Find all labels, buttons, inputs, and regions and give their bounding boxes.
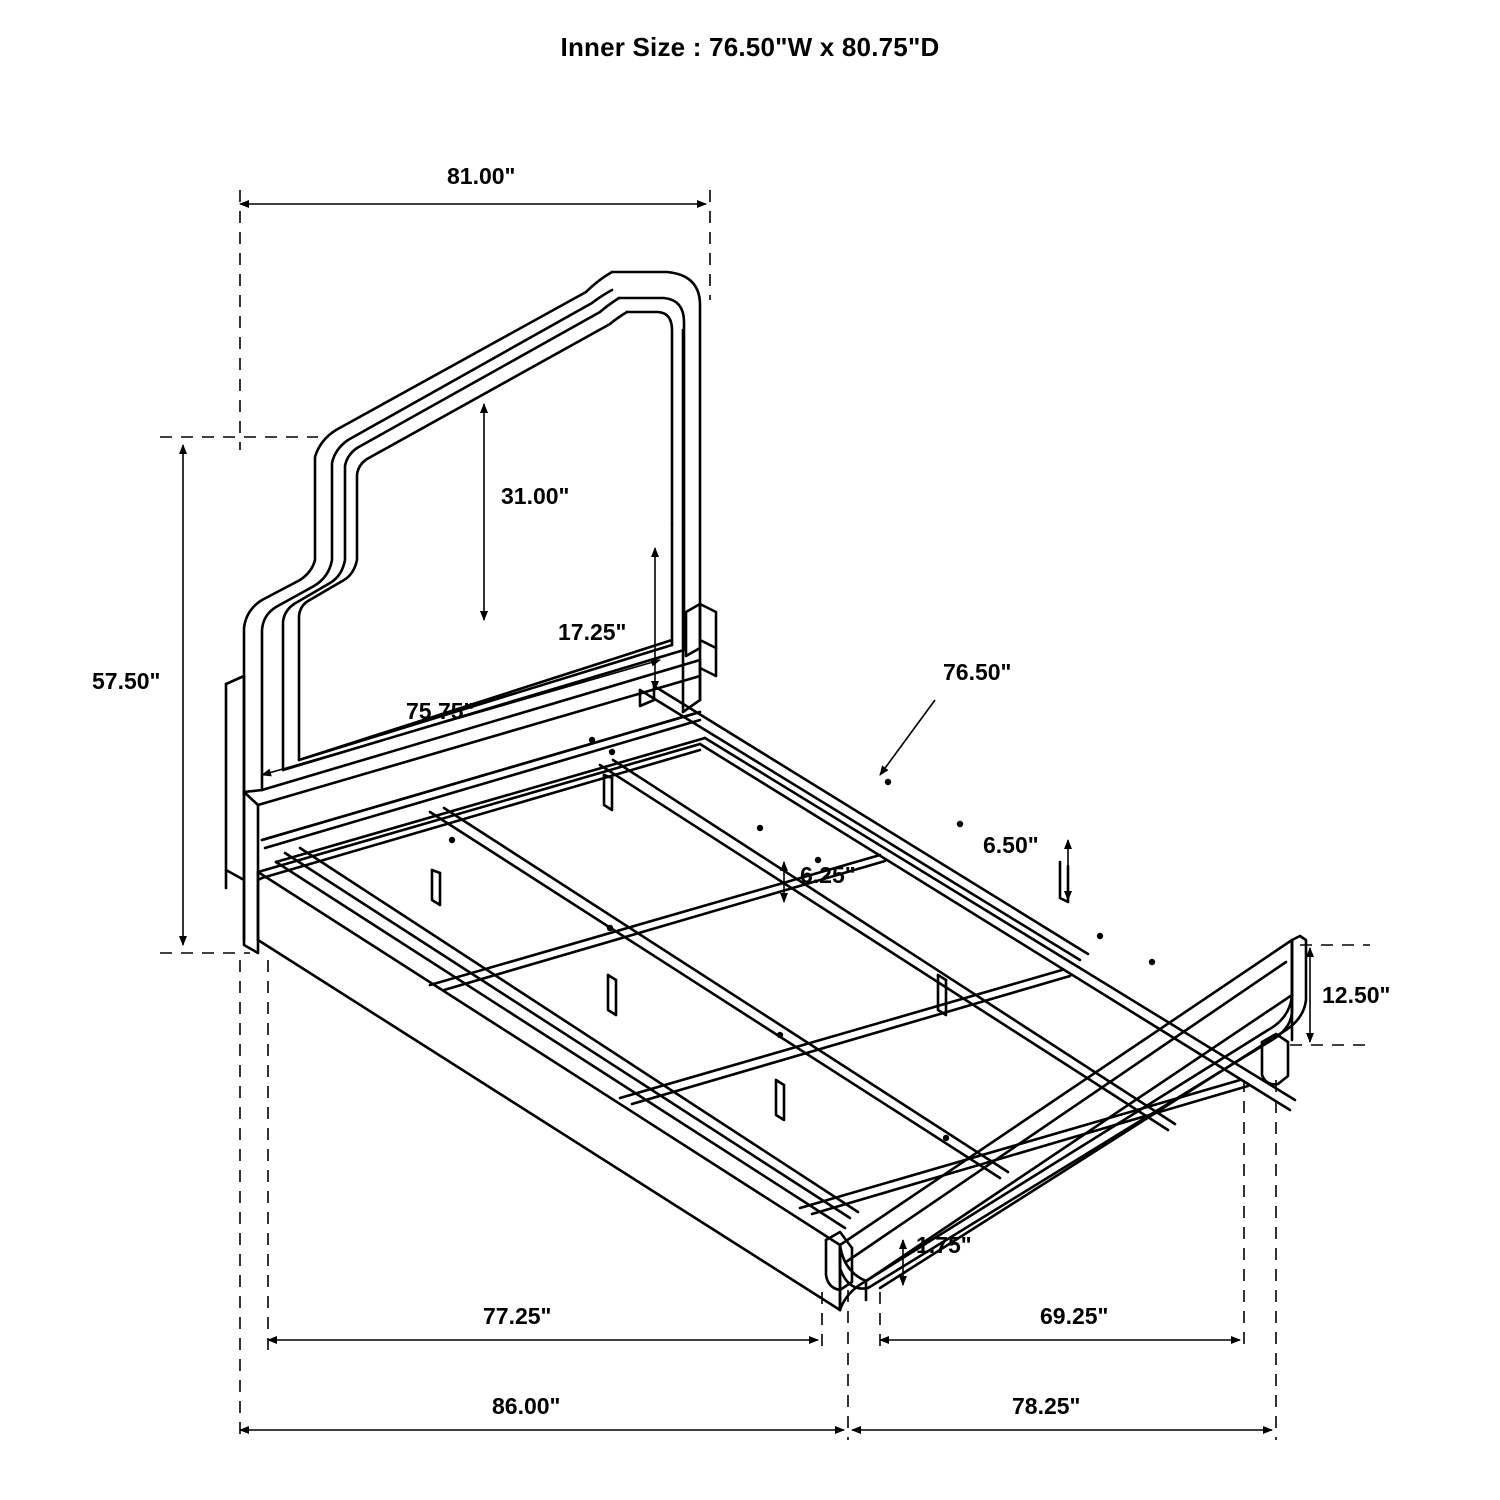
dim-label-overall-height: 57.50" [92, 668, 161, 694]
page-title: Inner Size : 76.50"W x 80.75"D [560, 32, 940, 62]
dim-label-center-support-height: 6.25" [800, 862, 856, 888]
dim-label-headboard-width: 81.00" [447, 163, 516, 189]
dim-label-inner-rail-width: 75.75" [406, 698, 475, 724]
dim-label-overall-depth: 78.25" [1012, 1393, 1081, 1419]
dim-label-side-length: 77.25" [483, 1303, 552, 1329]
dim-label-slat-span: 76.50" [943, 659, 1012, 685]
dim-label-headboard-panel-height: 31.00" [501, 483, 570, 509]
dim-label-overall-length: 86.00" [492, 1393, 561, 1419]
dim-label-foot-clearance: 1.75" [916, 1232, 972, 1258]
dim-label-side-rail-height: 6.50" [983, 832, 1039, 858]
dim-label-footboard-height: 12.50" [1322, 982, 1391, 1008]
dim-label-rail-to-panel: 17.25" [558, 619, 627, 645]
dim-label-footboard-inner-width: 69.25" [1040, 1303, 1109, 1329]
